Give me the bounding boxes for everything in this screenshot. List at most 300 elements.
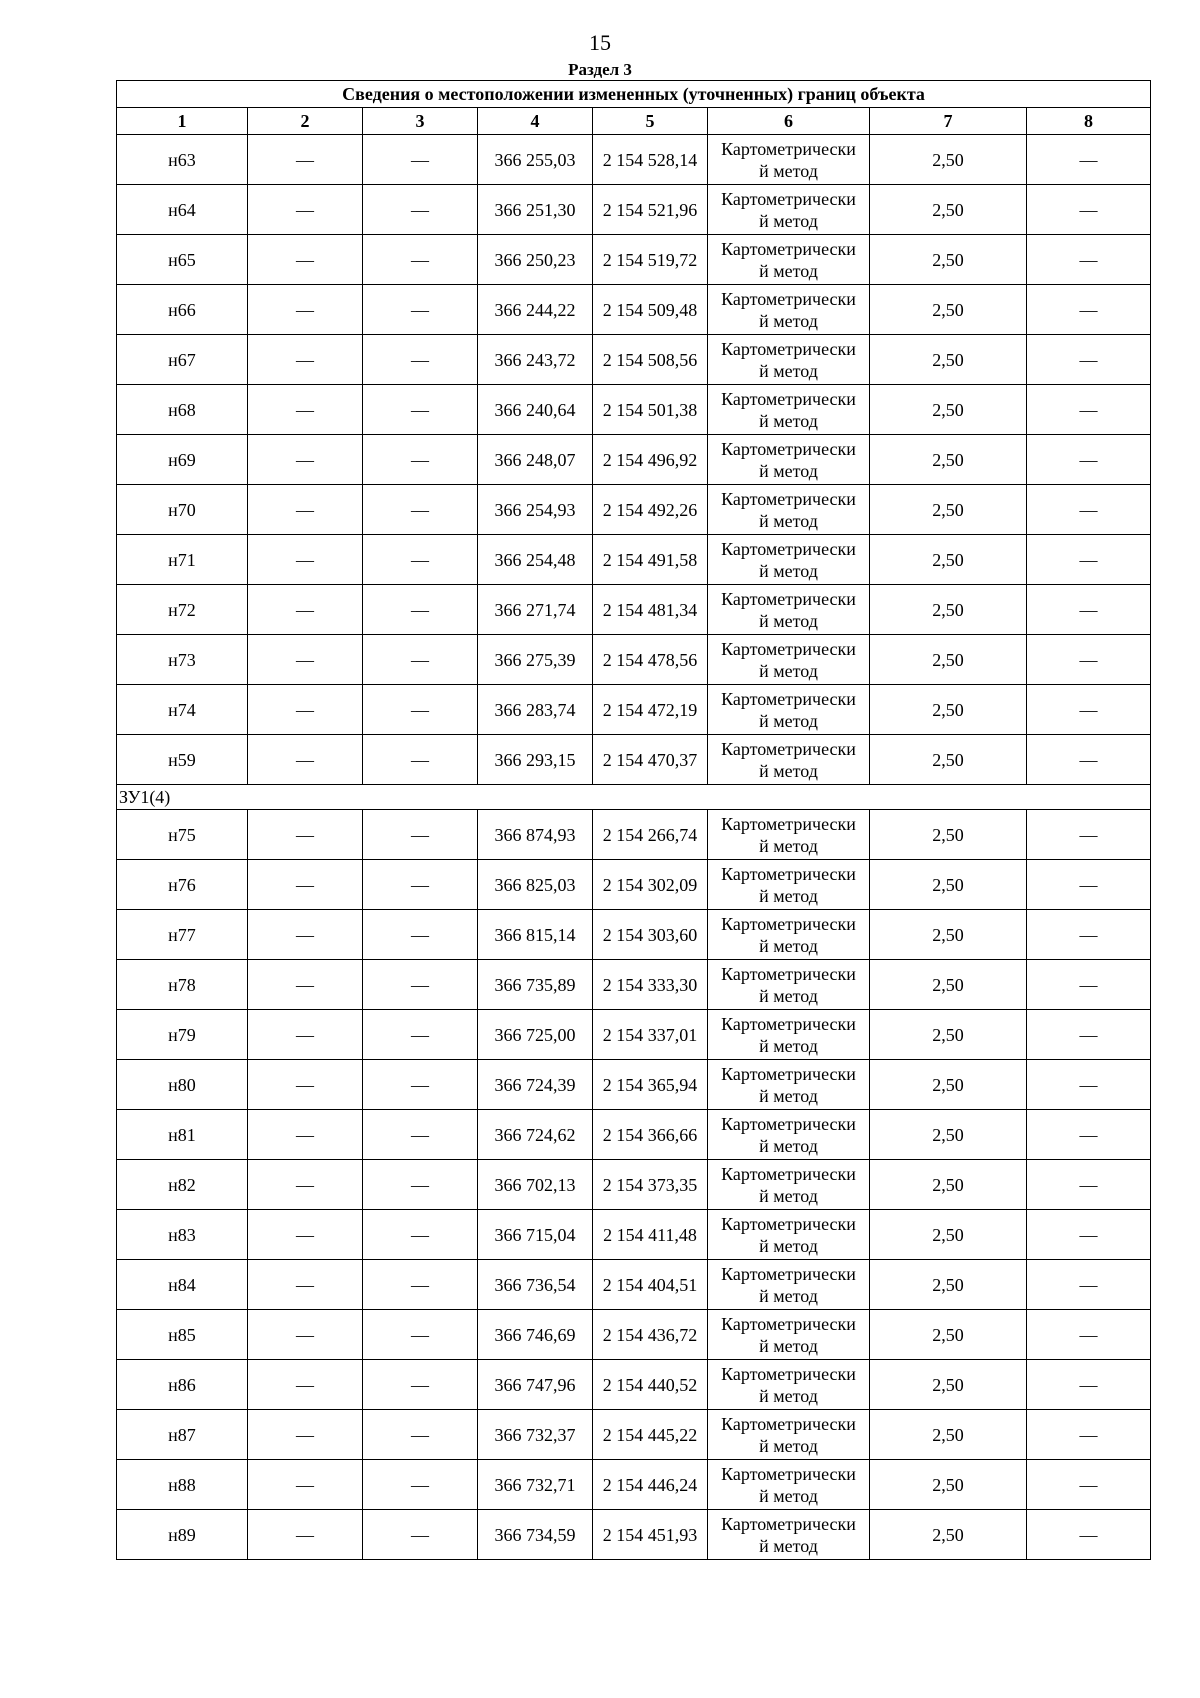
method-line-2: й метод bbox=[759, 985, 818, 1006]
y-coordinate-cell: 2 154 501,38 bbox=[593, 385, 708, 435]
column-2-cell: — bbox=[248, 960, 363, 1010]
column-8-cell: — bbox=[1027, 685, 1151, 735]
table-row bbox=[117, 1410, 1151, 1460]
point-name-cell: н78 bbox=[117, 960, 248, 1010]
column-8-cell: — bbox=[1027, 1310, 1151, 1360]
column-8-cell: — bbox=[1027, 535, 1151, 585]
y-coordinate-cell: 2 154 366,66 bbox=[593, 1110, 708, 1160]
table-row bbox=[117, 435, 1151, 485]
method-cell bbox=[708, 335, 870, 385]
accuracy-cell: 2,50 bbox=[870, 1510, 1027, 1560]
column-3-cell: — bbox=[363, 1310, 478, 1360]
accuracy-cell: 2,50 bbox=[870, 1210, 1027, 1260]
method-cell bbox=[708, 285, 870, 335]
method-line-1: Картометрически bbox=[721, 963, 856, 984]
x-coordinate-cell: 366 735,89 bbox=[478, 960, 593, 1010]
method-cell bbox=[708, 1110, 870, 1160]
column-8-cell: — bbox=[1027, 860, 1151, 910]
column-number: 7 bbox=[870, 108, 1027, 135]
y-coordinate-cell: 2 154 492,26 bbox=[593, 485, 708, 535]
point-name-cell: н63 bbox=[117, 135, 248, 185]
table-row bbox=[117, 1310, 1151, 1360]
column-8-cell: — bbox=[1027, 335, 1151, 385]
y-coordinate-cell: 2 154 521,96 bbox=[593, 185, 708, 235]
method-line-1: Картометрически bbox=[721, 338, 856, 359]
table-row bbox=[117, 1060, 1151, 1110]
table-row bbox=[117, 1110, 1151, 1160]
accuracy-cell: 2,50 bbox=[870, 860, 1027, 910]
y-coordinate-cell: 2 154 445,22 bbox=[593, 1410, 708, 1460]
table-row bbox=[117, 1260, 1151, 1310]
x-coordinate-cell: 366 240,64 bbox=[478, 385, 593, 435]
table-row bbox=[117, 910, 1151, 960]
column-8-cell: — bbox=[1027, 485, 1151, 535]
accuracy-cell: 2,50 bbox=[870, 1160, 1027, 1210]
column-3-cell: — bbox=[363, 285, 478, 335]
method-cell bbox=[708, 1010, 870, 1060]
column-number: 4 bbox=[478, 108, 593, 135]
method-line-1: Картометрически bbox=[721, 138, 856, 159]
column-3-cell: — bbox=[363, 435, 478, 485]
point-name-cell: н76 bbox=[117, 860, 248, 910]
method-line-1: Картометрически bbox=[721, 1013, 856, 1034]
column-2-cell: — bbox=[248, 585, 363, 635]
column-2-cell: — bbox=[248, 1210, 363, 1260]
y-coordinate-cell: 2 154 302,09 bbox=[593, 860, 708, 910]
method-cell bbox=[708, 860, 870, 910]
method-line-2: й метод bbox=[759, 610, 818, 631]
point-name-cell: н73 bbox=[117, 635, 248, 685]
x-coordinate-cell: 366 250,23 bbox=[478, 235, 593, 285]
method-line-2: й метод bbox=[759, 160, 818, 181]
point-name-cell: н85 bbox=[117, 1310, 248, 1360]
column-8-cell: — bbox=[1027, 185, 1151, 235]
column-8-cell: — bbox=[1027, 1460, 1151, 1510]
table-row bbox=[117, 335, 1151, 385]
y-coordinate-cell: 2 154 478,56 bbox=[593, 635, 708, 685]
y-coordinate-cell: 2 154 496,92 bbox=[593, 435, 708, 485]
column-2-cell: — bbox=[248, 1160, 363, 1210]
column-3-cell: — bbox=[363, 1260, 478, 1310]
table-row bbox=[117, 1210, 1151, 1260]
y-coordinate-cell: 2 154 365,94 bbox=[593, 1060, 708, 1110]
y-coordinate-cell: 2 154 528,14 bbox=[593, 135, 708, 185]
column-2-cell: — bbox=[248, 235, 363, 285]
column-3-cell: — bbox=[363, 635, 478, 685]
column-3-cell: — bbox=[363, 1360, 478, 1410]
point-name-cell: н69 bbox=[117, 435, 248, 485]
method-cell bbox=[708, 810, 870, 860]
accuracy-cell: 2,50 bbox=[870, 1260, 1027, 1310]
method-line-1: Картометрически bbox=[721, 913, 856, 934]
column-2-cell: — bbox=[248, 535, 363, 585]
method-cell bbox=[708, 960, 870, 1010]
point-name-cell: н64 bbox=[117, 185, 248, 235]
column-8-cell: — bbox=[1027, 960, 1151, 1010]
method-cell bbox=[708, 135, 870, 185]
accuracy-cell: 2,50 bbox=[870, 685, 1027, 735]
y-coordinate-cell: 2 154 519,72 bbox=[593, 235, 708, 285]
method-line-2: й метод bbox=[759, 210, 818, 231]
column-2-cell: — bbox=[248, 1110, 363, 1160]
column-3-cell: — bbox=[363, 860, 478, 910]
method-line-2: й метод bbox=[759, 1285, 818, 1306]
column-2-cell: — bbox=[248, 1310, 363, 1360]
boundary-coordinates-table bbox=[116, 80, 1151, 1560]
accuracy-cell: 2,50 bbox=[870, 385, 1027, 435]
method-cell bbox=[708, 735, 870, 785]
x-coordinate-cell: 366 732,37 bbox=[478, 1410, 593, 1460]
x-coordinate-cell: 366 724,62 bbox=[478, 1110, 593, 1160]
group-row bbox=[117, 785, 1151, 810]
accuracy-cell: 2,50 bbox=[870, 485, 1027, 535]
method-line-2: й метод bbox=[759, 1135, 818, 1156]
accuracy-cell: 2,50 bbox=[870, 185, 1027, 235]
point-name-cell: н72 bbox=[117, 585, 248, 635]
column-8-cell: — bbox=[1027, 735, 1151, 785]
method-cell bbox=[708, 1360, 870, 1410]
method-cell bbox=[708, 910, 870, 960]
column-number: 5 bbox=[593, 108, 708, 135]
point-name-cell: н89 bbox=[117, 1510, 248, 1560]
method-line-1: Картометрически bbox=[721, 1113, 856, 1134]
column-2-cell: — bbox=[248, 1260, 363, 1310]
column-8-cell: — bbox=[1027, 1110, 1151, 1160]
y-coordinate-cell: 2 154 440,52 bbox=[593, 1360, 708, 1410]
method-cell bbox=[708, 435, 870, 485]
accuracy-cell: 2,50 bbox=[870, 1010, 1027, 1060]
method-line-1: Картометрически bbox=[721, 1363, 856, 1384]
column-8-cell: — bbox=[1027, 1360, 1151, 1410]
method-line-2: й метод bbox=[759, 1435, 818, 1456]
column-2-cell: — bbox=[248, 860, 363, 910]
column-2-cell: — bbox=[248, 1010, 363, 1060]
y-coordinate-cell: 2 154 333,30 bbox=[593, 960, 708, 1010]
column-8-cell: — bbox=[1027, 1210, 1151, 1260]
method-cell bbox=[708, 1060, 870, 1110]
x-coordinate-cell: 366 747,96 bbox=[478, 1360, 593, 1410]
column-8-cell: — bbox=[1027, 1510, 1151, 1560]
accuracy-cell: 2,50 bbox=[870, 285, 1027, 335]
method-cell bbox=[708, 635, 870, 685]
point-name-cell: н84 bbox=[117, 1260, 248, 1310]
column-8-cell: — bbox=[1027, 1010, 1151, 1060]
column-3-cell: — bbox=[363, 585, 478, 635]
y-coordinate-cell: 2 154 411,48 bbox=[593, 1210, 708, 1260]
method-cell bbox=[708, 385, 870, 435]
x-coordinate-cell: 366 244,22 bbox=[478, 285, 593, 335]
method-line-2: й метод bbox=[759, 660, 818, 681]
table-row bbox=[117, 810, 1151, 860]
column-2-cell: — bbox=[248, 185, 363, 235]
column-2-cell: — bbox=[248, 485, 363, 535]
table-body bbox=[117, 81, 1151, 1560]
column-3-cell: — bbox=[363, 1110, 478, 1160]
x-coordinate-cell: 366 825,03 bbox=[478, 860, 593, 910]
method-line-1: Картометрически bbox=[721, 1313, 856, 1334]
point-name-cell: н79 bbox=[117, 1010, 248, 1060]
accuracy-cell: 2,50 bbox=[870, 1310, 1027, 1360]
method-line-1: Картометрически bbox=[721, 813, 856, 834]
method-line-1: Картометрически bbox=[721, 1163, 856, 1184]
column-3-cell: — bbox=[363, 1210, 478, 1260]
x-coordinate-cell: 366 874,93 bbox=[478, 810, 593, 860]
point-name-cell: н66 bbox=[117, 285, 248, 335]
column-8-cell: — bbox=[1027, 235, 1151, 285]
method-line-2: й метод bbox=[759, 1485, 818, 1506]
accuracy-cell: 2,50 bbox=[870, 635, 1027, 685]
x-coordinate-cell: 366 255,03 bbox=[478, 135, 593, 185]
column-8-cell: — bbox=[1027, 135, 1151, 185]
x-coordinate-cell: 366 734,59 bbox=[478, 1510, 593, 1560]
column-8-cell: — bbox=[1027, 285, 1151, 335]
point-name-cell: н59 bbox=[117, 735, 248, 785]
accuracy-cell: 2,50 bbox=[870, 335, 1027, 385]
x-coordinate-cell: 366 724,39 bbox=[478, 1060, 593, 1110]
method-line-2: й метод bbox=[759, 1385, 818, 1406]
method-line-1: Картометрически bbox=[721, 438, 856, 459]
y-coordinate-cell: 2 154 509,48 bbox=[593, 285, 708, 335]
column-2-cell: — bbox=[248, 635, 363, 685]
accuracy-cell: 2,50 bbox=[870, 1360, 1027, 1410]
accuracy-cell: 2,50 bbox=[870, 435, 1027, 485]
table-row bbox=[117, 1010, 1151, 1060]
method-cell bbox=[708, 1210, 870, 1260]
method-line-1: Картометрически bbox=[721, 488, 856, 509]
point-name-cell: н71 bbox=[117, 535, 248, 585]
table-row bbox=[117, 735, 1151, 785]
method-line-2: й метод bbox=[759, 360, 818, 381]
column-2-cell: — bbox=[248, 285, 363, 335]
x-coordinate-cell: 366 715,04 bbox=[478, 1210, 593, 1260]
y-coordinate-cell: 2 154 446,24 bbox=[593, 1460, 708, 1510]
method-cell bbox=[708, 685, 870, 735]
column-3-cell: — bbox=[363, 185, 478, 235]
column-2-cell: — bbox=[248, 810, 363, 860]
y-coordinate-cell: 2 154 472,19 bbox=[593, 685, 708, 735]
column-2-cell: — bbox=[248, 685, 363, 735]
y-coordinate-cell: 2 154 266,74 bbox=[593, 810, 708, 860]
column-8-cell: — bbox=[1027, 810, 1151, 860]
method-line-2: й метод bbox=[759, 560, 818, 581]
method-cell bbox=[708, 1260, 870, 1310]
accuracy-cell: 2,50 bbox=[870, 1110, 1027, 1160]
point-name-cell: н80 bbox=[117, 1060, 248, 1110]
table-row bbox=[117, 1510, 1151, 1560]
point-name-cell: н68 bbox=[117, 385, 248, 435]
method-line-1: Картометрически bbox=[721, 638, 856, 659]
column-3-cell: — bbox=[363, 335, 478, 385]
method-line-2: й метод bbox=[759, 1085, 818, 1106]
accuracy-cell: 2,50 bbox=[870, 585, 1027, 635]
method-line-2: й метод bbox=[759, 835, 818, 856]
accuracy-cell: 2,50 bbox=[870, 1410, 1027, 1460]
accuracy-cell: 2,50 bbox=[870, 735, 1027, 785]
column-2-cell: — bbox=[248, 335, 363, 385]
method-line-2: й метод bbox=[759, 710, 818, 731]
table-row bbox=[117, 1360, 1151, 1410]
table-row bbox=[117, 385, 1151, 435]
column-3-cell: — bbox=[363, 535, 478, 585]
method-cell bbox=[708, 235, 870, 285]
column-3-cell: — bbox=[363, 235, 478, 285]
accuracy-cell: 2,50 bbox=[870, 810, 1027, 860]
table-row bbox=[117, 185, 1151, 235]
column-3-cell: — bbox=[363, 960, 478, 1010]
method-line-2: й метод bbox=[759, 1535, 818, 1556]
table-row bbox=[117, 635, 1151, 685]
column-3-cell: — bbox=[363, 485, 478, 535]
column-3-cell: — bbox=[363, 1410, 478, 1460]
method-line-2: й метод bbox=[759, 1235, 818, 1256]
table-row bbox=[117, 1460, 1151, 1510]
accuracy-cell: 2,50 bbox=[870, 910, 1027, 960]
method-line-1: Картометрически bbox=[721, 688, 856, 709]
column-2-cell: — bbox=[248, 1060, 363, 1110]
x-coordinate-cell: 366 283,74 bbox=[478, 685, 593, 735]
method-line-2: й метод bbox=[759, 1335, 818, 1356]
y-coordinate-cell: 2 154 508,56 bbox=[593, 335, 708, 385]
method-cell bbox=[708, 1310, 870, 1360]
method-line-1: Картометрически bbox=[721, 738, 856, 759]
method-line-1: Картометрически bbox=[721, 1413, 856, 1434]
column-2-cell: — bbox=[248, 1360, 363, 1410]
column-8-cell: — bbox=[1027, 910, 1151, 960]
y-coordinate-cell: 2 154 451,93 bbox=[593, 1510, 708, 1560]
table-row bbox=[117, 585, 1151, 635]
accuracy-cell: 2,50 bbox=[870, 135, 1027, 185]
method-line-1: Картометрически bbox=[721, 588, 856, 609]
point-name-cell: н81 bbox=[117, 1110, 248, 1160]
point-name-cell: н87 bbox=[117, 1410, 248, 1460]
section-title: Раздел 3 bbox=[568, 60, 632, 79]
method-line-1: Картометрически bbox=[721, 1263, 856, 1284]
method-line-2: й метод bbox=[759, 310, 818, 331]
column-3-cell: — bbox=[363, 1060, 478, 1110]
method-line-2: й метод bbox=[759, 1035, 818, 1056]
column-3-cell: — bbox=[363, 1510, 478, 1560]
table-row bbox=[117, 685, 1151, 735]
column-2-cell: — bbox=[248, 1510, 363, 1560]
x-coordinate-cell: 366 271,74 bbox=[478, 585, 593, 635]
x-coordinate-cell: 366 251,30 bbox=[478, 185, 593, 235]
table-row bbox=[117, 235, 1151, 285]
column-3-cell: — bbox=[363, 1460, 478, 1510]
accuracy-cell: 2,50 bbox=[870, 535, 1027, 585]
method-line-2: й метод bbox=[759, 885, 818, 906]
column-2-cell: — bbox=[248, 735, 363, 785]
column-2-cell: — bbox=[248, 135, 363, 185]
method-cell bbox=[708, 1410, 870, 1460]
table-row bbox=[117, 960, 1151, 1010]
column-number-row bbox=[117, 108, 1151, 135]
column-3-cell: — bbox=[363, 1010, 478, 1060]
method-cell bbox=[708, 535, 870, 585]
method-line-2: й метод bbox=[759, 935, 818, 956]
point-name-cell: н83 bbox=[117, 1210, 248, 1260]
table-row bbox=[117, 485, 1151, 535]
x-coordinate-cell: 366 725,00 bbox=[478, 1010, 593, 1060]
point-name-cell: н75 bbox=[117, 810, 248, 860]
x-coordinate-cell: 366 248,07 bbox=[478, 435, 593, 485]
method-line-1: Картометрически bbox=[721, 1063, 856, 1084]
method-line-2: й метод bbox=[759, 760, 818, 781]
column-3-cell: — bbox=[363, 1160, 478, 1210]
y-coordinate-cell: 2 154 373,35 bbox=[593, 1160, 708, 1210]
point-name-cell: н82 bbox=[117, 1160, 248, 1210]
page-number: 15 bbox=[589, 30, 611, 55]
column-2-cell: — bbox=[248, 435, 363, 485]
method-cell bbox=[708, 585, 870, 635]
table-caption: Сведения о местоположении измененных (уточненных) границ объекта bbox=[117, 81, 1151, 108]
column-number: 8 bbox=[1027, 108, 1151, 135]
group-label: ЗУ1(4) bbox=[117, 785, 1151, 810]
method-cell bbox=[708, 185, 870, 235]
method-cell bbox=[708, 1460, 870, 1510]
column-3-cell: — bbox=[363, 910, 478, 960]
point-name-cell: н70 bbox=[117, 485, 248, 535]
accuracy-cell: 2,50 bbox=[870, 960, 1027, 1010]
column-8-cell: — bbox=[1027, 435, 1151, 485]
method-line-1: Картометрически bbox=[721, 538, 856, 559]
method-line-2: й метод bbox=[759, 510, 818, 531]
column-3-cell: — bbox=[363, 135, 478, 185]
column-3-cell: — bbox=[363, 735, 478, 785]
y-coordinate-cell: 2 154 470,37 bbox=[593, 735, 708, 785]
x-coordinate-cell: 366 293,15 bbox=[478, 735, 593, 785]
column-8-cell: — bbox=[1027, 635, 1151, 685]
method-line-2: й метод bbox=[759, 410, 818, 431]
x-coordinate-cell: 366 736,54 bbox=[478, 1260, 593, 1310]
point-name-cell: н77 bbox=[117, 910, 248, 960]
table-row bbox=[117, 1160, 1151, 1210]
method-line-2: й метод bbox=[759, 1185, 818, 1206]
point-name-cell: н86 bbox=[117, 1360, 248, 1410]
column-3-cell: — bbox=[363, 810, 478, 860]
column-3-cell: — bbox=[363, 685, 478, 735]
method-line-1: Картометрически bbox=[721, 238, 856, 259]
column-8-cell: — bbox=[1027, 385, 1151, 435]
column-3-cell: — bbox=[363, 385, 478, 435]
table-row bbox=[117, 135, 1151, 185]
column-8-cell: — bbox=[1027, 585, 1151, 635]
method-cell bbox=[708, 1510, 870, 1560]
x-coordinate-cell: 366 732,71 bbox=[478, 1460, 593, 1510]
x-coordinate-cell: 366 702,13 bbox=[478, 1160, 593, 1210]
method-line-1: Картометрически bbox=[721, 188, 856, 209]
column-8-cell: — bbox=[1027, 1160, 1151, 1210]
x-coordinate-cell: 366 254,93 bbox=[478, 485, 593, 535]
method-line-1: Картометрически bbox=[721, 388, 856, 409]
column-number: 1 bbox=[117, 108, 248, 135]
column-number: 3 bbox=[363, 108, 478, 135]
method-line-1: Картометрически bbox=[721, 288, 856, 309]
y-coordinate-cell: 2 154 491,58 bbox=[593, 535, 708, 585]
accuracy-cell: 2,50 bbox=[870, 1460, 1027, 1510]
method-line-2: й метод bbox=[759, 460, 818, 481]
method-line-1: Картометрически bbox=[721, 1213, 856, 1234]
column-number: 6 bbox=[708, 108, 870, 135]
accuracy-cell: 2,50 bbox=[870, 235, 1027, 285]
method-cell bbox=[708, 485, 870, 535]
column-2-cell: — bbox=[248, 910, 363, 960]
column-number: 2 bbox=[248, 108, 363, 135]
table-row bbox=[117, 285, 1151, 335]
column-8-cell: — bbox=[1027, 1060, 1151, 1110]
method-line-2: й метод bbox=[759, 260, 818, 281]
x-coordinate-cell: 366 746,69 bbox=[478, 1310, 593, 1360]
accuracy-cell: 2,50 bbox=[870, 1060, 1027, 1110]
